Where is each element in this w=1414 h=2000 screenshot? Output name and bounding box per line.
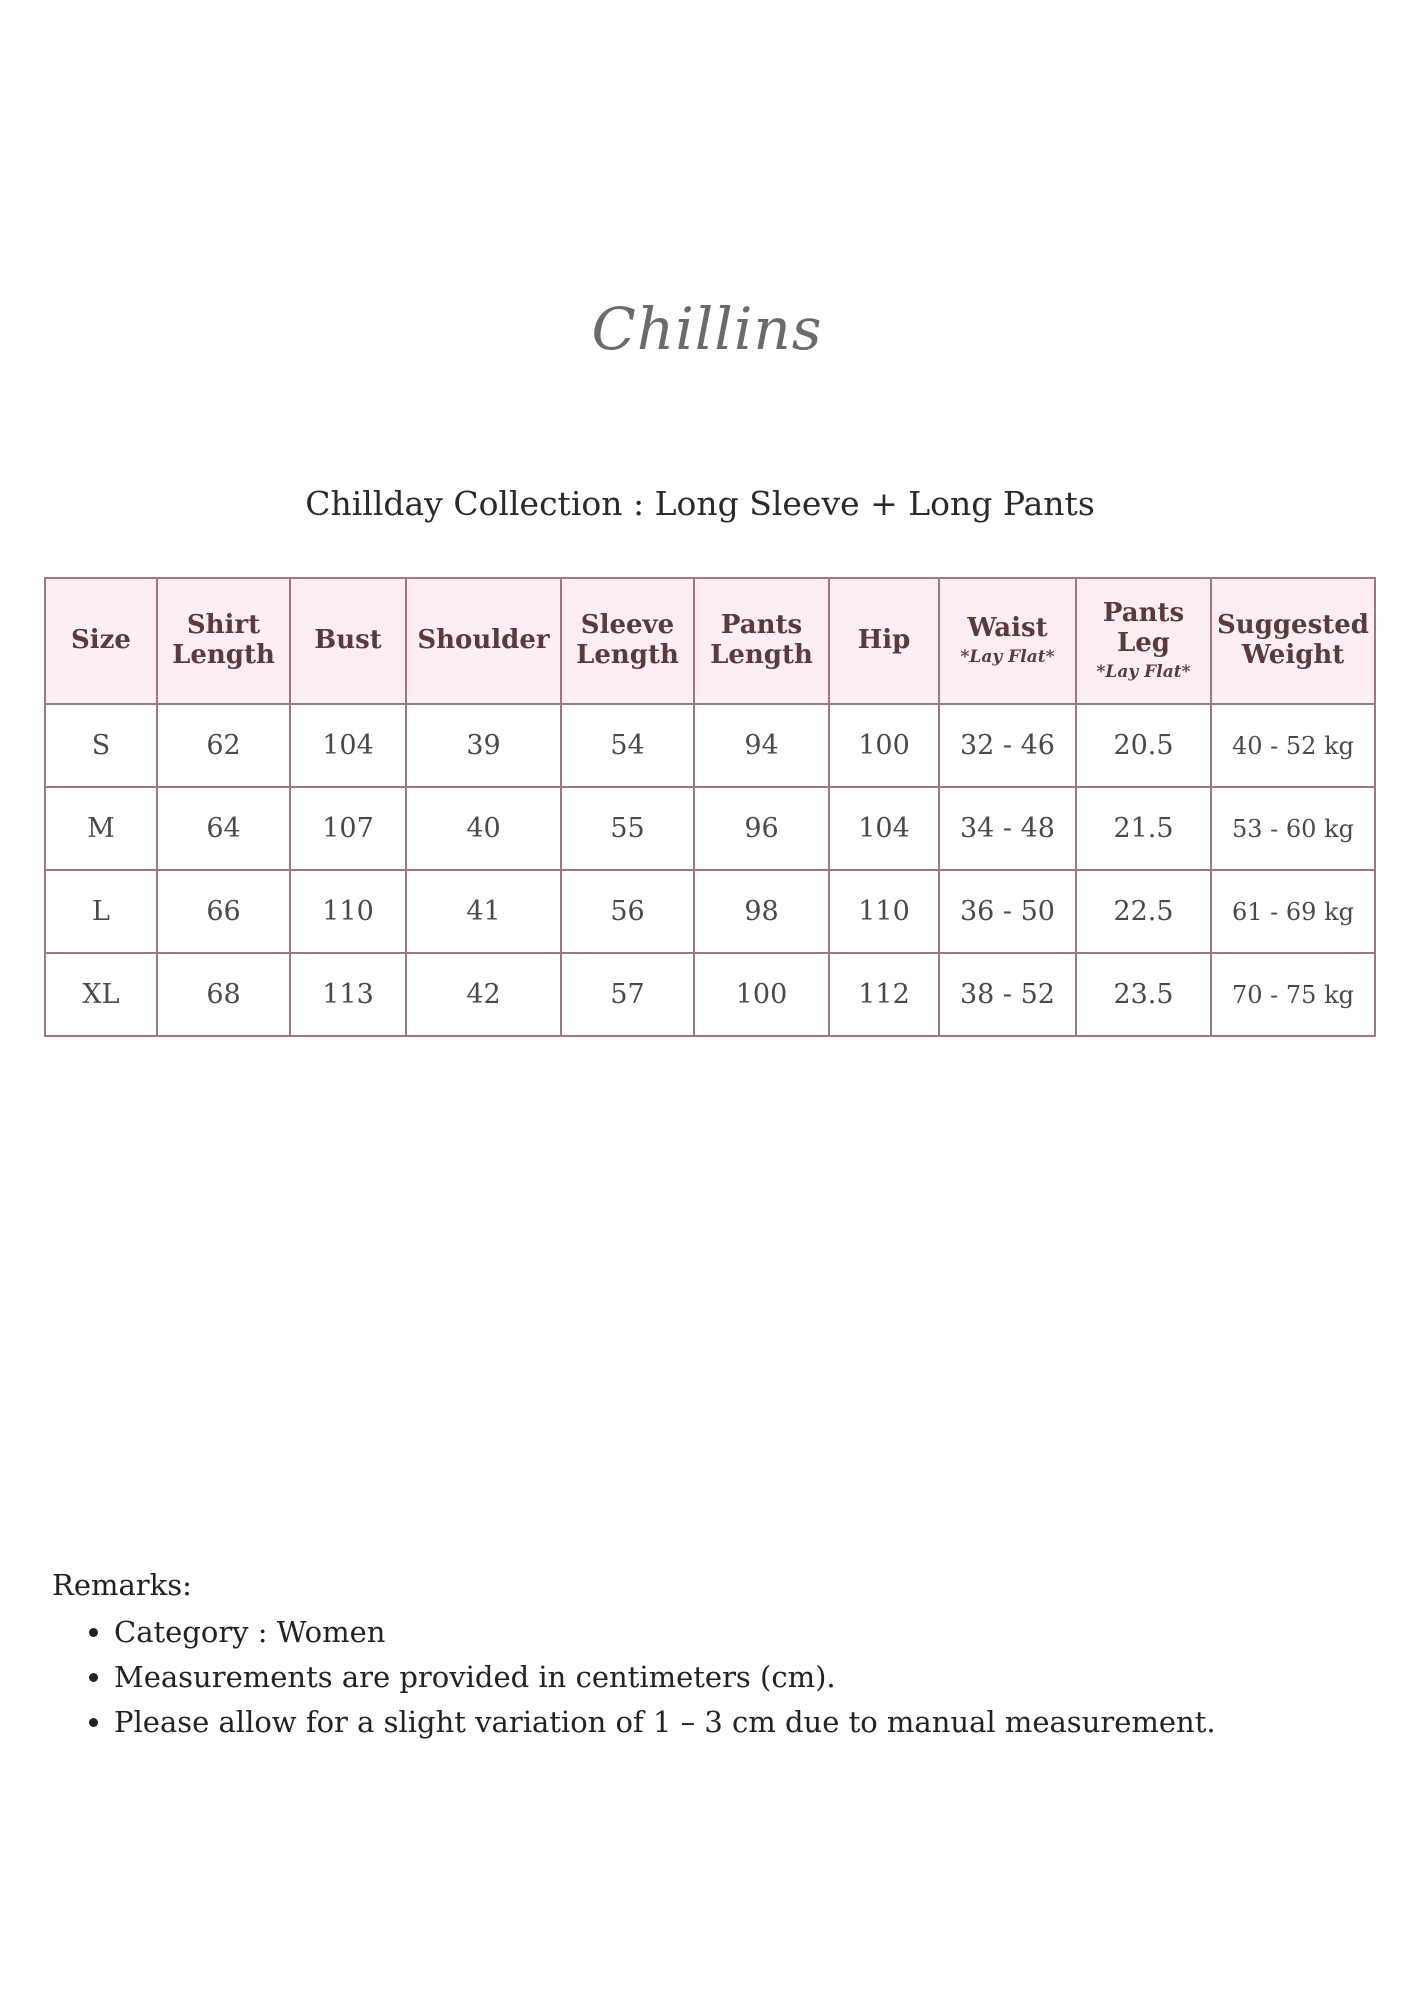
list-item: • Category : Women bbox=[114, 1610, 1372, 1655]
cell-pants-leg: 23.5 bbox=[1076, 953, 1211, 1036]
cell-bust: 107 bbox=[290, 787, 406, 870]
table-row bbox=[45, 787, 1375, 870]
cell-shirt-length: 64 bbox=[157, 787, 290, 870]
header-sleeve-length: Sleeve Length bbox=[561, 578, 694, 704]
table-row bbox=[45, 704, 1375, 787]
cell-bust: 113 bbox=[290, 953, 406, 1036]
cell-size: S bbox=[45, 704, 157, 787]
cell-waist: 34 - 48 bbox=[939, 787, 1076, 870]
header-hip: Hip bbox=[829, 578, 939, 704]
cell-waist: 38 - 52 bbox=[939, 953, 1076, 1036]
cell-waist: 36 - 50 bbox=[939, 870, 1076, 953]
brand-logo: Chillins bbox=[591, 295, 823, 363]
cell-pants-length: 94 bbox=[694, 704, 829, 787]
size-chart-table bbox=[44, 577, 1376, 1037]
cell-bust: 104 bbox=[290, 704, 406, 787]
remarks-section bbox=[52, 1568, 1372, 1745]
cell-hip: 100 bbox=[829, 704, 939, 787]
table-row bbox=[45, 870, 1375, 953]
cell-pants-length: 96 bbox=[694, 787, 829, 870]
cell-shoulder: 41 bbox=[406, 870, 561, 953]
table-row bbox=[45, 953, 1375, 1036]
cell-suggested-weight: 70 - 75 kg bbox=[1211, 953, 1375, 1036]
list-item: • Measurements are provided in centimeters (cm). bbox=[114, 1655, 1372, 1700]
cell-size: L bbox=[45, 870, 157, 953]
cell-sleeve-length: 56 bbox=[561, 870, 694, 953]
cell-bust: 110 bbox=[290, 870, 406, 953]
cell-shirt-length: 66 bbox=[157, 870, 290, 953]
cell-suggested-weight: 40 - 52 kg bbox=[1211, 704, 1375, 787]
list-item: • Please allow for a slight variation of 1 – 3 cm due to manual measurement. bbox=[114, 1700, 1372, 1745]
cell-shoulder: 42 bbox=[406, 953, 561, 1036]
cell-shirt-length: 68 bbox=[157, 953, 290, 1036]
cell-sleeve-length: 54 bbox=[561, 704, 694, 787]
cell-pants-leg: 20.5 bbox=[1076, 704, 1211, 787]
table-header-row bbox=[45, 578, 1375, 704]
cell-pants-leg: 21.5 bbox=[1076, 787, 1211, 870]
cell-sleeve-length: 55 bbox=[561, 787, 694, 870]
header-suggested-weight: Suggested Weight bbox=[1211, 578, 1375, 704]
header-pants-length: Pants Length bbox=[694, 578, 829, 704]
cell-suggested-weight: 61 - 69 kg bbox=[1211, 870, 1375, 953]
cell-pants-leg: 22.5 bbox=[1076, 870, 1211, 953]
header-size: Size bbox=[45, 578, 157, 704]
cell-shoulder: 40 bbox=[406, 787, 561, 870]
page-title: Chillday Collection : Long Sleeve + Long Pants bbox=[305, 484, 1095, 523]
remarks-label: Remarks: bbox=[52, 1568, 192, 1602]
header-bust: Bust bbox=[290, 578, 406, 704]
cell-pants-length: 100 bbox=[694, 953, 829, 1036]
cell-size: XL bbox=[45, 953, 157, 1036]
cell-hip: 104 bbox=[829, 787, 939, 870]
cell-sleeve-length: 57 bbox=[561, 953, 694, 1036]
cell-size: M bbox=[45, 787, 157, 870]
header-shirt-length: Shirt Length bbox=[157, 578, 290, 704]
cell-waist: 32 - 46 bbox=[939, 704, 1076, 787]
header-pants-leg: Pants Leg *Lay Flat* bbox=[1076, 578, 1211, 704]
header-waist: Waist *Lay Flat* bbox=[939, 578, 1076, 704]
cell-hip: 110 bbox=[829, 870, 939, 953]
cell-pants-length: 98 bbox=[694, 870, 829, 953]
remarks-list bbox=[52, 1610, 1372, 1745]
header-shoulder: Shoulder bbox=[406, 578, 561, 704]
cell-suggested-weight: 53 - 60 kg bbox=[1211, 787, 1375, 870]
cell-shoulder: 39 bbox=[406, 704, 561, 787]
cell-shirt-length: 62 bbox=[157, 704, 290, 787]
cell-hip: 112 bbox=[829, 953, 939, 1036]
